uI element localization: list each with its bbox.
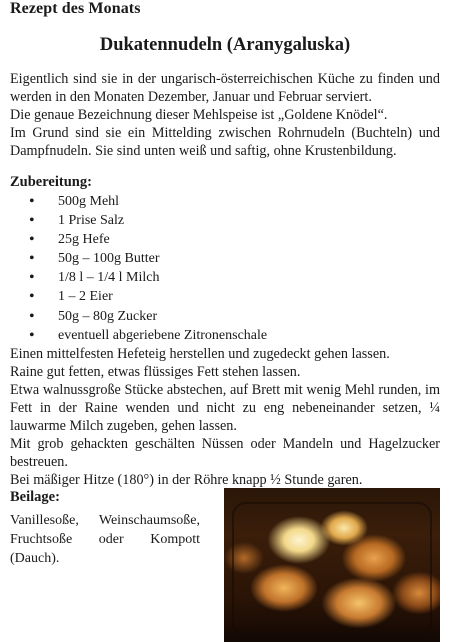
beilage-row: (Dauch). [10, 551, 60, 566]
side-dish: Fruchtsoße [10, 532, 73, 547]
intro-text [10, 70, 440, 160]
side-dish: Vanillesoße, [10, 513, 79, 528]
beilage-row [10, 530, 200, 549]
ingredient-item: • 1 – 2 Eier [28, 287, 267, 306]
intro-paragraph: Eigentlich sind sie in der ungarisch-österreichischen Küche zu finden und werden in den Monaten Dezember, Januar und Februar serviert. [10, 71, 440, 105]
side-dish: Weinschaumsoße, [98, 513, 200, 528]
preparation-steps [10, 345, 440, 489]
step-text: Mit grob gehackten geschälten Nüssen oder Mandeln und Hagelzucker bestreuen. [10, 436, 440, 470]
zubereitung-heading: Zubereitung: [10, 174, 92, 190]
page-header: Rezept des Monats [10, 0, 141, 17]
beilage-text [10, 511, 200, 568]
recipe-title: Dukatennudeln (Aranygaluska) [99, 35, 351, 55]
step-text: Einen mittelfesten Hefeteig herstellen und zugedeckt gehen lassen. [10, 346, 390, 362]
beilage-heading: Beilage: [10, 489, 60, 505]
ingredient-item: • 1/8 l – 1/4 l Milch [28, 268, 267, 287]
intro-paragraph: Die genaue Bezeichnung dieser Mehlspeise ist „Goldene Knödel“. [10, 107, 388, 123]
beilage-row [10, 511, 200, 530]
ingredient-item: • 50g – 100g Butter [28, 249, 267, 268]
beilage-connector: oder [98, 532, 124, 547]
step-text: Etwa walnussgroße Stücke abstechen, auf Brett mit wenig Mehl runden, im Fett in der Raine wenden und nicht zu eng nebeneinander setzen, ¼ lauwarme Milch zugeben, gehen lassen. [10, 382, 440, 434]
ingredient-item: • 50g – 80g Zucker [28, 307, 267, 326]
ingredient-item: • eventuell abgeriebene Zitronenschale [28, 326, 267, 345]
ingredient-item: • 1 Prise Salz [28, 211, 267, 230]
step-text: Raine gut fetten, etwas flüssiges Fett stehen lassen. [10, 364, 301, 380]
ingredient-list [28, 192, 267, 345]
step-text: Bei mäßiger Hitze (180°) in der Röhre knapp ½ Stunde garen. [10, 472, 363, 488]
side-dish: Kompott [150, 532, 200, 547]
dish-photo [224, 488, 440, 642]
ingredient-item: • 500g Mehl [28, 192, 267, 211]
ingredient-item: • 25g Hefe [28, 230, 267, 249]
intro-paragraph: Im Grund sind sie ein Mittelding zwischen Rohrnudeln (Buchteln) und Dampfnudeln. Sie sind unten weiß und saftig, ohne Krustenbildung. [10, 125, 440, 159]
